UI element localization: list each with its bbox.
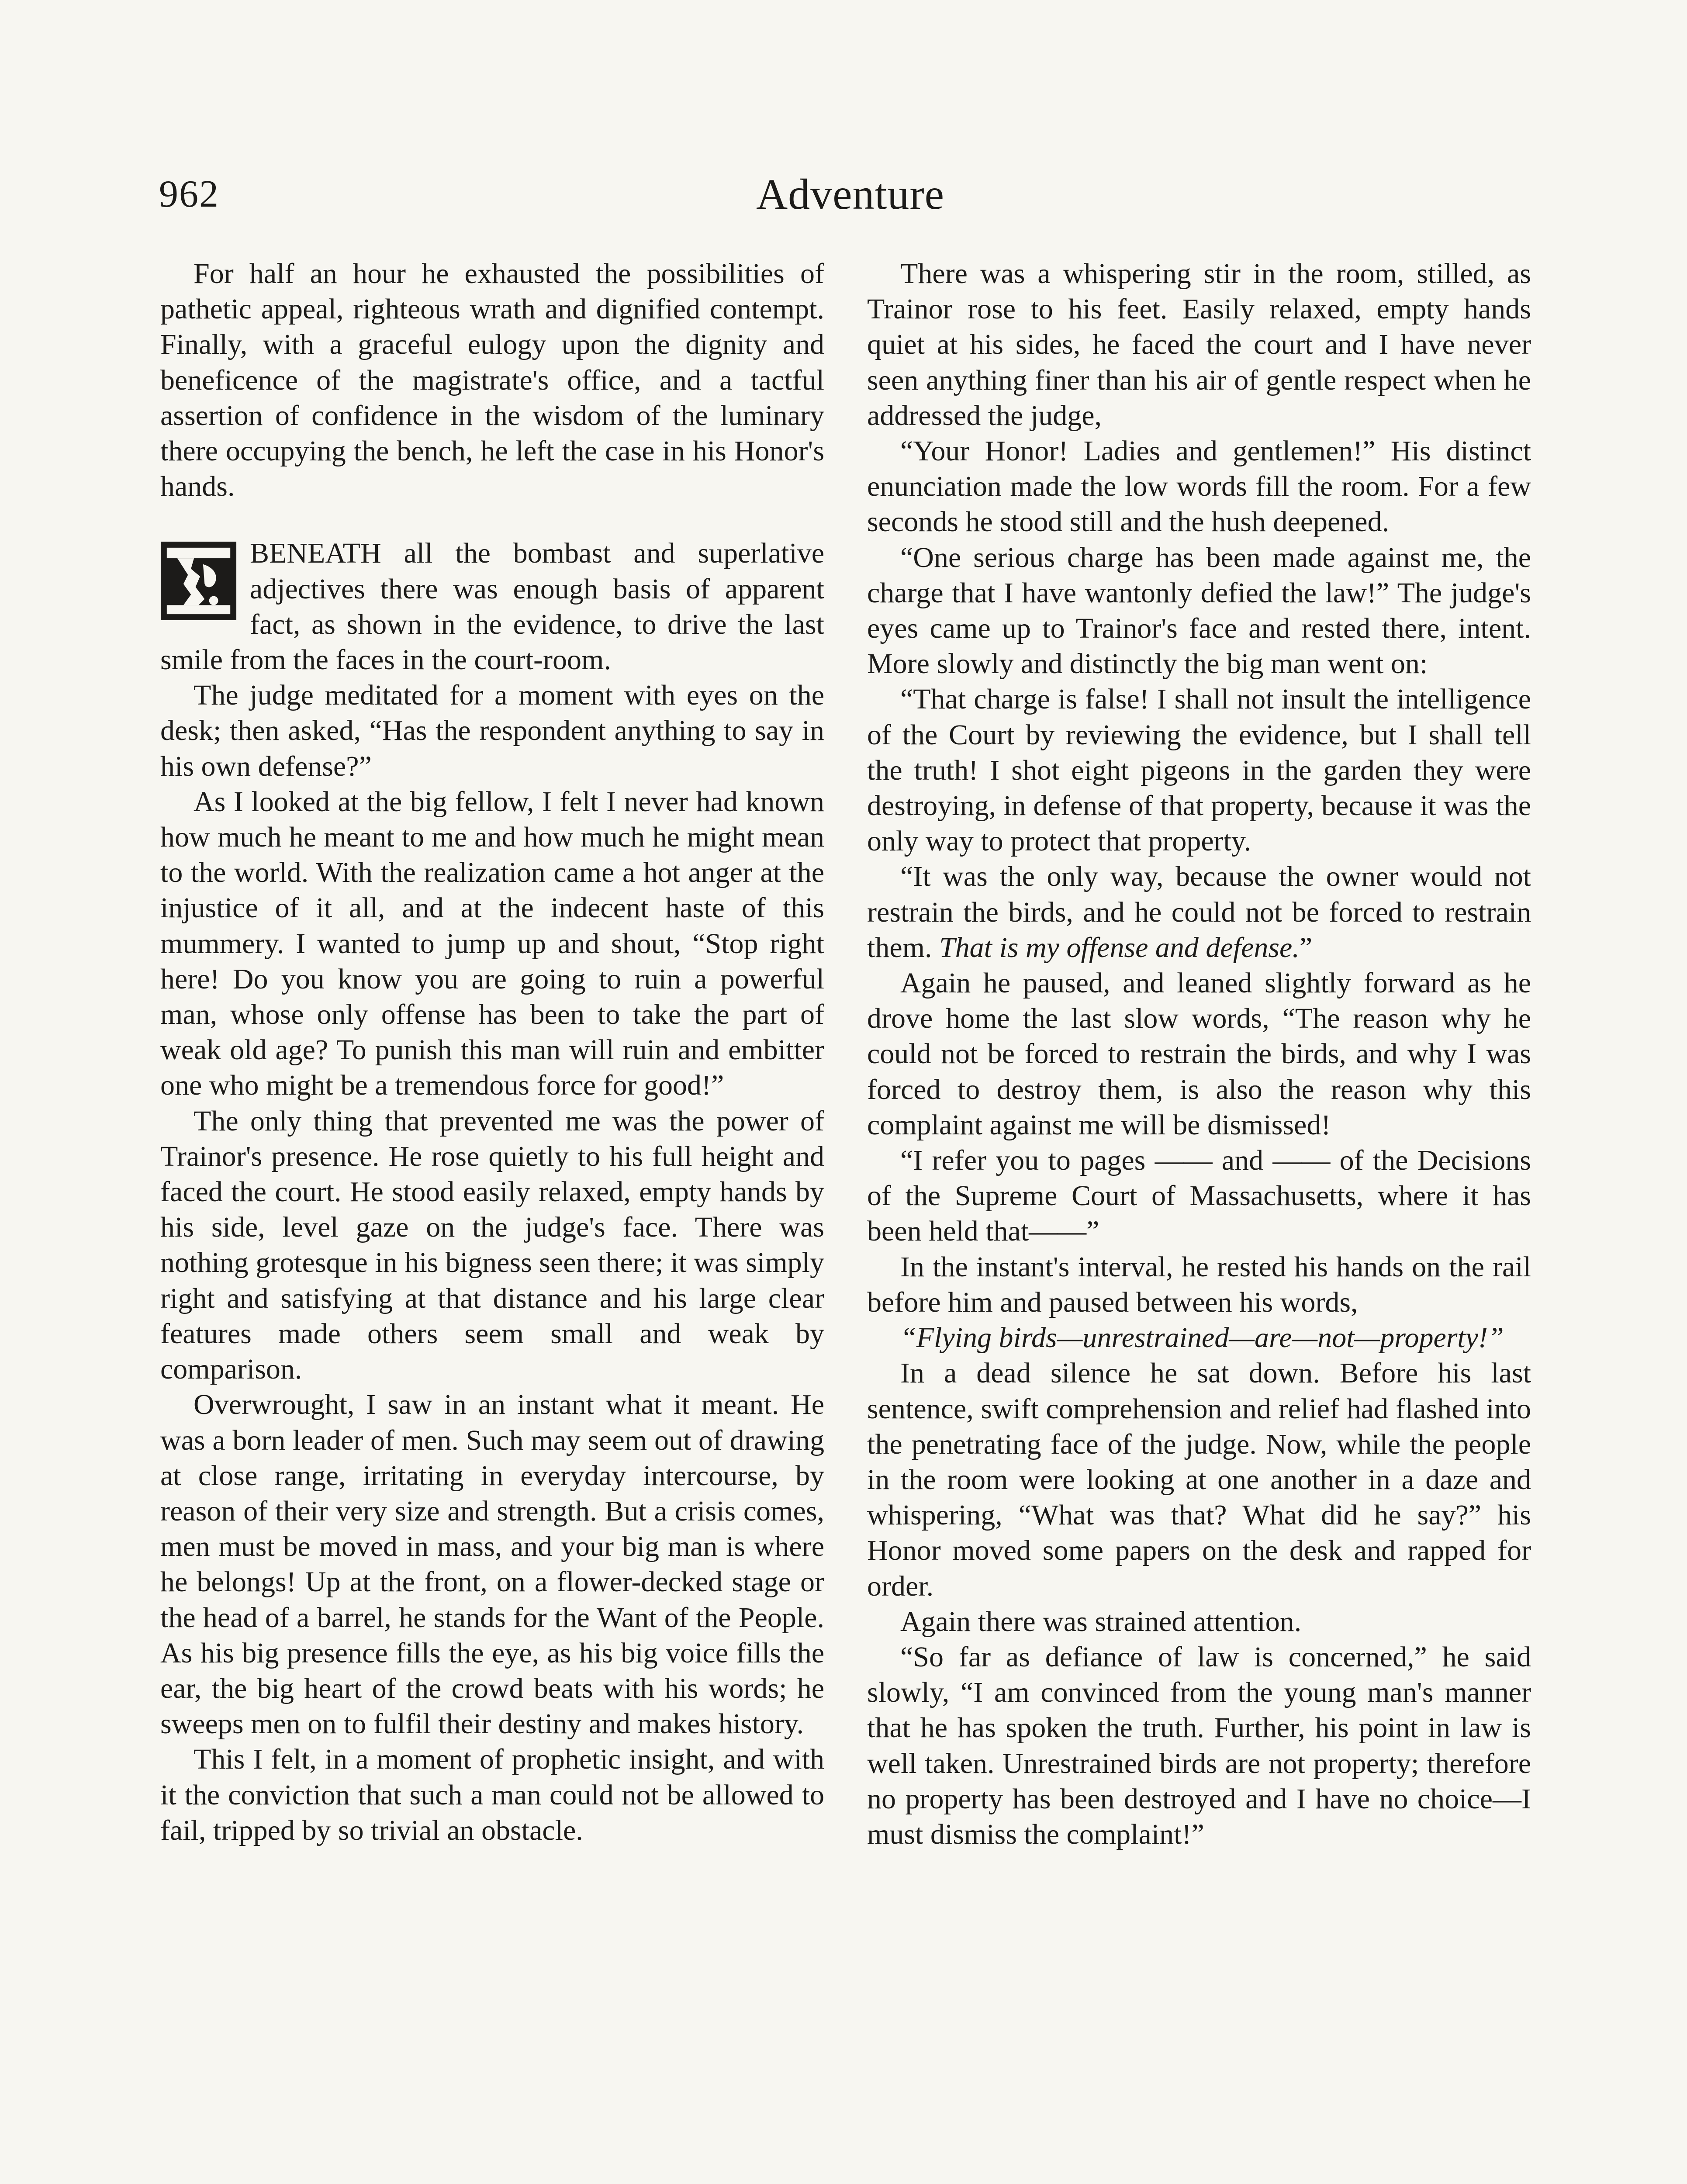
closing-quote: ” <box>1299 931 1313 964</box>
page-number: 962 <box>159 173 219 215</box>
paragraph: BENEATH all the bombast and superlative adjectives there was enough basis of apparent fact, as shown in the evidence, to drive the last smile from the faces in the court-room. <box>160 537 824 676</box>
paragraph-text: “It was the only way, because the owner would not restrain the birds, and he could not be forced to restrain them. <box>867 860 1531 964</box>
page-header <box>159 168 1542 225</box>
dropcap-ornament-icon <box>160 542 237 620</box>
italic-quote: “Flying birds—unrestrained—are—not—property!” <box>900 1322 1504 1354</box>
paragraph: The only thing that prevented me was the power of Trainor's presence. He rose quietly to his full height and faced the court. He stood easily relaxed, empty hands by his side, level gaze on the judge's face. There was nothing grotesque in his bigness seen there; it was simply right and satisfying at that distance and his large clear features made others seem small and weak by comparison. <box>160 1105 824 1386</box>
paragraph: “I refer you to pages —— and —— of the Decisions of the Supreme Court of Massachusetts, where it has been held that——” <box>867 1144 1531 1248</box>
paragraph: Overwrought, I saw in an instant what it meant. He was a born leader of men. Such may seem out of drawing at close range, irritating in everyday intercourse, by reason of their very size and strength. But a crisis comes, men must be moved in mass, and your big man is where he belongs! Up at the front, on a flower-decked stage or the head of a barrel, he stands for the Want of the People. As his big presence fills the eye, as his big voice fills the ear, the big heart of the crowd beats with his words; he sweeps men on to fulfil their destiny and makes history. <box>160 1389 824 1740</box>
paragraph: Again there was strained attention. <box>900 1605 1302 1638</box>
paragraph: In a dead silence he sat down. Before his last sentence, swift comprehension and relief had flashed into the penetrating face of the judge. Now, while the people in the room were looking at one another in a daze and whispering, “What was that? What did he say?” his Honor moved some papers on the desk and rapped for order. <box>867 1357 1531 1602</box>
paragraph: In the instant's interval, he rested his hands on the rail before him and paused between his words, <box>867 1251 1531 1318</box>
paragraph: “Your Honor! Ladies and gentlemen!” His distinct enunciation made the low words fill the room. For a few seconds he stood still and the hush deepened. <box>867 435 1531 538</box>
paragraph: Again he paused, and leaned slightly forward as he drove home the last slow words, “The reason why he could not be forced to restrain the birds, and why I was forced to destroy them, is also the reason why this complaint against me will be dismissed! <box>867 967 1531 1141</box>
paragraph: There was a whispering stir in the room, stilled, as Trainor rose to his feet. Easily relaxed, empty hands quiet at his sides, he faced the court and I have never seen anything finer than his air of gentle respect when he addressed the judge, <box>867 258 1531 432</box>
running-title: Adventure <box>756 170 945 218</box>
paragraph: This I felt, in a moment of prophetic insight, and with it the conviction that such a man could not be allowed to fail, tripped by so trivial an obstacle. <box>160 1743 824 1846</box>
italic-phrase: That is my offense and defense. <box>939 931 1300 964</box>
paragraph: The judge meditated for a moment with eyes on the desk; then asked, “Has the respondent anything to say in his own defense?” <box>160 679 824 782</box>
paragraph: “So far as defiance of law is concerned,” he said slowly, “I am convinced from the young man's manner that he has spoken the truth. Further, his point in law is well taken. Unrestrained birds are not property; therefore no property has been destroyed and I have no choice—I must dismiss the complaint!” <box>867 1641 1531 1850</box>
paragraph: “One serious charge has been made against me, the charge that I have wantonly defied the law!” The judge's eyes came up to Trainor's face and rested there, intent. More slowly and distinctly the big man went on: <box>867 541 1531 680</box>
paragraph <box>867 859 1531 965</box>
paragraph: As I looked at the big fellow, I felt I never had known how much he meant to me and how much he might mean to the world. With the realization came a hot anger at the injustice of it all, and at the indecent haste of this mummery. I wanted to jump up and shout, “Stop right here! Do you know you are going to ruin a powerful man, whose only offense has been to take the part of weak old age? To punish this man will ruin and embitter one who might be a tremendous force for good!” <box>160 785 824 1102</box>
paragraph: For half an hour he exhausted the possibilities of pathetic appeal, righteous wrath and dignified contempt. Finally, with a graceful eulogy upon the dignity and beneficence of the magistrate's office, and a tactful assertion of confidence in the wisdom of the luminary there occupying the bench, he left the case in his Honor's hands. <box>160 258 824 503</box>
right-column <box>867 256 1531 1852</box>
section-opening <box>160 536 824 677</box>
paragraph: “That charge is false! I shall not insult the intelligence of the Court by reviewing the evidence, but I shall tell the truth! I shot eight pigeons in the garden they were destroying, in defense of that property, because it was the only way to protect that property. <box>867 683 1531 857</box>
left-column <box>160 256 824 1848</box>
